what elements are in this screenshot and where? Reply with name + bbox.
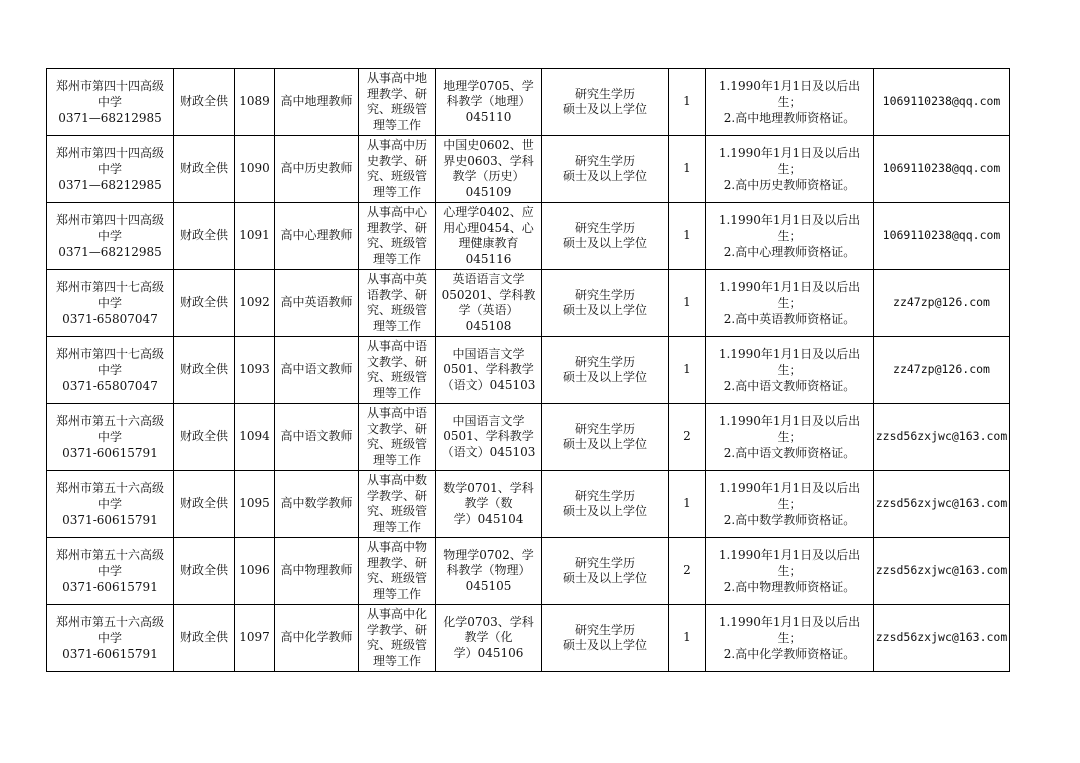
duty-cell (359, 471, 436, 538)
education-line: 研究生学历 (574, 622, 635, 637)
unit-cell (47, 69, 174, 136)
unit-line: 中学 (97, 162, 122, 176)
duty-line: 学教学、研 (366, 622, 427, 637)
education-line: 硕士及以上学位 (562, 638, 647, 652)
position-code-cell: 1095 (235, 471, 275, 538)
unit-line: 0371-60615791 (62, 446, 158, 460)
email-cell: zzsd56zxjwc@163.com (874, 471, 1010, 538)
table-row (47, 337, 1010, 404)
unit-cell (47, 404, 174, 471)
requirements-line: 1.1990年1月1日及以后出 (718, 347, 861, 361)
duty-cell (359, 203, 436, 270)
education-line: 研究生学历 (574, 421, 635, 436)
requirements-line: 2.高中语文教师资格证。 (723, 379, 856, 393)
education-cell (542, 471, 669, 538)
unit-line: 郑州市第五十六高级 (55, 615, 164, 629)
duty-cell (359, 270, 436, 337)
funding-cell: 财政全供 (174, 538, 235, 605)
major-line: 学）045104 (453, 511, 524, 526)
duty-line: 理教学、研 (366, 555, 427, 570)
duty-line: 究、班级管 (366, 370, 427, 384)
major-line: （语文）045103 (441, 444, 536, 459)
major-line: 教学（历史） (452, 169, 525, 183)
education-line: 研究生学历 (574, 86, 635, 101)
position-code-cell: 1090 (235, 136, 275, 203)
hiring-count-cell: 1 (669, 337, 706, 404)
duty-cell (359, 605, 436, 672)
position-name-cell: 高中语文教师 (275, 337, 359, 404)
unit-cell (47, 471, 174, 538)
duty-line: 理等工作 (372, 452, 421, 467)
position-name-cell: 高中语文教师 (275, 404, 359, 471)
education-line: 硕士及以上学位 (562, 169, 647, 183)
unit-line: 0371-60615791 (62, 513, 158, 527)
requirements-line: 生； (777, 497, 802, 511)
table-row (47, 605, 1010, 672)
education-cell (542, 605, 669, 672)
duty-line: 究、班级管 (366, 169, 427, 183)
funding-cell: 财政全供 (174, 136, 235, 203)
duty-line: 理等工作 (372, 519, 421, 534)
duty-line: 理等工作 (372, 184, 421, 199)
education-cell (542, 270, 669, 337)
major-line: 科教学（地理） (446, 94, 531, 109)
duty-line: 从事高中心 (366, 205, 427, 219)
major-line: 英语语言文学 (452, 272, 525, 286)
duty-line: 语教学、研 (366, 287, 427, 302)
major-line: 地理学0705、学 (443, 78, 534, 93)
requirements-line: 2.高中语文教师资格证。 (723, 446, 856, 460)
table-row (47, 270, 1010, 337)
unit-cell (47, 538, 174, 605)
unit-line: 中学 (97, 430, 122, 444)
unit-line: 0371-65807047 (62, 379, 158, 393)
major-line: 用心理0454、心 (443, 220, 534, 235)
requirements-line: 生； (777, 430, 802, 444)
funding-cell: 财政全供 (174, 404, 235, 471)
requirements-line: 生； (777, 631, 802, 645)
duty-line: 从事高中化 (366, 607, 427, 621)
requirements-line: 生； (777, 564, 802, 578)
position-name-cell: 高中英语教师 (275, 270, 359, 337)
duty-line: 究、班级管 (366, 571, 427, 585)
education-cell (542, 337, 669, 404)
major-line: 学（英语） (458, 303, 519, 317)
hiring-count-cell: 2 (669, 538, 706, 605)
unit-line: 郑州市第五十六高级 (55, 548, 164, 562)
email-cell: 1069110238@qq.com (874, 69, 1010, 136)
requirements-line: 生； (777, 162, 802, 176)
major-line: 045116 (465, 251, 512, 266)
duty-cell (359, 337, 436, 404)
education-cell (542, 136, 669, 203)
requirements-cell (706, 404, 874, 471)
position-code-cell: 1091 (235, 203, 275, 270)
major-line: 科教学（物理） (446, 563, 531, 578)
email-cell: zzsd56zxjwc@163.com (874, 404, 1010, 471)
requirements-line: 生； (777, 229, 802, 243)
table-row (47, 404, 1010, 471)
major-cell (436, 337, 542, 404)
major-cell (436, 471, 542, 538)
recruitment-table (46, 68, 1010, 672)
duty-line: 学教学、研 (366, 488, 427, 503)
requirements-cell (706, 69, 874, 136)
unit-line: 郑州市第四十四高级 (55, 146, 164, 160)
email-cell: 1069110238@qq.com (874, 136, 1010, 203)
position-code-cell: 1096 (235, 538, 275, 605)
duty-line: 究、班级管 (366, 504, 427, 518)
duty-line: 从事高中语 (366, 406, 427, 420)
hiring-count-cell: 2 (669, 404, 706, 471)
unit-line: 中学 (97, 95, 122, 109)
position-code-cell: 1089 (235, 69, 275, 136)
unit-line: 0371-60615791 (62, 580, 158, 594)
requirements-cell (706, 605, 874, 672)
unit-line: 中学 (97, 631, 122, 645)
duty-line: 理等工作 (372, 251, 421, 266)
duty-line: 理等工作 (372, 385, 421, 400)
major-line: 教学（化 (464, 630, 513, 645)
unit-line: 郑州市第四十四高级 (55, 213, 164, 227)
major-cell (436, 203, 542, 270)
education-line: 硕士及以上学位 (562, 504, 647, 518)
hiring-count-cell: 1 (669, 203, 706, 270)
duty-line: 理教学、研 (366, 86, 427, 101)
education-line: 研究生学历 (574, 153, 635, 168)
education-cell (542, 69, 669, 136)
major-line: 045110 (465, 109, 512, 124)
position-code-cell: 1097 (235, 605, 275, 672)
requirements-line: 1.1990年1月1日及以后出 (718, 213, 861, 227)
major-line: 中国语言文学 (452, 346, 525, 361)
major-line: 050201、学科教 (441, 287, 536, 302)
table-row (47, 136, 1010, 203)
education-cell (542, 404, 669, 471)
email-cell: zz47zp@126.com (874, 270, 1010, 337)
requirements-line: 1.1990年1月1日及以后出 (718, 414, 861, 428)
education-cell (542, 538, 669, 605)
requirements-line: 2.高中英语教师资格证。 (723, 312, 856, 326)
duty-line: 究、班级管 (366, 102, 427, 116)
major-line: 学）045106 (453, 645, 524, 660)
education-line: 硕士及以上学位 (562, 102, 647, 116)
funding-cell: 财政全供 (174, 270, 235, 337)
duty-cell (359, 538, 436, 605)
hiring-count-cell: 1 (669, 270, 706, 337)
education-line: 硕士及以上学位 (562, 303, 647, 317)
unit-line: 0371—68212985 (58, 111, 162, 125)
table-row (47, 69, 1010, 136)
duty-line: 从事高中英 (366, 272, 427, 286)
duty-line: 史教学、研 (366, 153, 427, 168)
table-row (47, 538, 1010, 605)
unit-line: 郑州市第四十七高级 (55, 347, 164, 361)
unit-cell (47, 203, 174, 270)
major-line: 045105 (465, 578, 512, 593)
funding-cell: 财政全供 (174, 605, 235, 672)
unit-line: 中学 (97, 229, 122, 243)
requirements-line: 2.高中化学教师资格证。 (723, 647, 856, 661)
position-name-cell: 高中数学教师 (275, 471, 359, 538)
duty-line: 究、班级管 (366, 638, 427, 652)
position-code-cell: 1092 (235, 270, 275, 337)
hiring-count-cell: 1 (669, 136, 706, 203)
duty-cell (359, 69, 436, 136)
education-line: 研究生学历 (574, 555, 635, 570)
requirements-line: 生； (777, 363, 802, 377)
funding-cell: 财政全供 (174, 337, 235, 404)
requirements-cell (706, 270, 874, 337)
major-line: 化学0703、学科 (443, 614, 534, 629)
major-cell (436, 136, 542, 203)
requirements-line: 1.1990年1月1日及以后出 (718, 79, 861, 93)
requirements-cell (706, 203, 874, 270)
unit-line: 中学 (97, 564, 122, 578)
unit-line: 郑州市第四十七高级 (55, 280, 164, 294)
duty-line: 究、班级管 (366, 303, 427, 317)
duty-cell (359, 136, 436, 203)
requirements-line: 2.高中历史教师资格证。 (723, 178, 856, 192)
duty-cell (359, 404, 436, 471)
unit-cell (47, 136, 174, 203)
hiring-count-cell: 1 (669, 605, 706, 672)
hiring-count-cell: 1 (669, 69, 706, 136)
email-cell: zzsd56zxjwc@163.com (874, 605, 1010, 672)
duty-line: 理等工作 (372, 653, 421, 668)
funding-cell: 财政全供 (174, 471, 235, 538)
table-row (47, 203, 1010, 270)
major-line: （语文）045103 (441, 377, 536, 392)
unit-line: 郑州市第五十六高级 (55, 481, 164, 495)
funding-cell: 财政全供 (174, 69, 235, 136)
duty-line: 文教学、研 (366, 421, 427, 436)
education-line: 研究生学历 (574, 220, 635, 235)
position-code-cell: 1093 (235, 337, 275, 404)
major-cell (436, 69, 542, 136)
email-cell: 1069110238@qq.com (874, 203, 1010, 270)
unit-line: 0371-60615791 (62, 647, 158, 661)
position-code-cell: 1094 (235, 404, 275, 471)
duty-line: 从事高中物 (366, 540, 427, 554)
education-line: 硕士及以上学位 (562, 236, 647, 250)
major-line: 数学0701、学科 (443, 480, 534, 495)
major-cell (436, 538, 542, 605)
position-name-cell: 高中化学教师 (275, 605, 359, 672)
education-cell (542, 203, 669, 270)
duty-line: 究、班级管 (366, 437, 427, 451)
duty-line: 理等工作 (372, 318, 421, 333)
duty-line: 究、班级管 (366, 236, 427, 250)
major-line: 045108 (465, 318, 512, 333)
duty-line: 从事高中数 (366, 473, 427, 487)
unit-line: 0371—68212985 (58, 178, 162, 192)
requirements-cell (706, 136, 874, 203)
requirements-line: 2.高中物理教师资格证。 (723, 580, 856, 594)
requirements-line: 1.1990年1月1日及以后出 (718, 548, 861, 562)
position-name-cell: 高中地理教师 (275, 69, 359, 136)
major-cell (436, 605, 542, 672)
major-line: 0501、学科教学 (443, 429, 534, 444)
requirements-line: 1.1990年1月1日及以后出 (718, 146, 861, 160)
requirements-line: 生； (777, 95, 802, 109)
position-name-cell: 高中历史教师 (275, 136, 359, 203)
requirements-line: 1.1990年1月1日及以后出 (718, 615, 861, 629)
education-line: 硕士及以上学位 (562, 571, 647, 585)
major-line: 物理学0702、学 (443, 547, 534, 562)
major-line: 045109 (465, 184, 512, 199)
major-cell (436, 270, 542, 337)
requirements-line: 1.1990年1月1日及以后出 (718, 481, 861, 495)
funding-cell: 财政全供 (174, 203, 235, 270)
requirements-cell (706, 538, 874, 605)
unit-line: 郑州市第四十四高级 (55, 79, 164, 93)
unit-line: 中学 (97, 363, 122, 377)
email-cell: zzsd56zxjwc@163.com (874, 538, 1010, 605)
education-line: 硕士及以上学位 (562, 370, 647, 384)
requirements-cell (706, 471, 874, 538)
unit-line: 郑州市第五十六高级 (55, 414, 164, 428)
education-line: 研究生学历 (574, 488, 635, 503)
duty-line: 从事高中历 (366, 138, 427, 152)
unit-line: 中学 (97, 497, 122, 511)
major-line: 心理学0402、应 (443, 205, 534, 219)
requirements-line: 生； (777, 296, 802, 310)
duty-line: 理等工作 (372, 586, 421, 601)
unit-line: 0371—68212985 (58, 245, 162, 259)
requirements-line: 2.高中地理教师资格证。 (723, 111, 856, 125)
unit-line: 0371-65807047 (62, 312, 158, 326)
requirements-line: 2.高中数学教师资格证。 (723, 513, 856, 527)
major-line: 中国语言文学 (452, 413, 525, 428)
requirements-cell (706, 337, 874, 404)
education-line: 研究生学历 (574, 354, 635, 369)
hiring-count-cell: 1 (669, 471, 706, 538)
duty-line: 理等工作 (372, 117, 421, 132)
major-line: 教学（数 (464, 496, 513, 511)
requirements-line: 1.1990年1月1日及以后出 (718, 280, 861, 294)
major-line: 0501、学科教学 (443, 362, 534, 377)
major-line: 中国史0602、世 (443, 138, 534, 152)
duty-line: 从事高中地 (366, 71, 427, 85)
duty-line: 文教学、研 (366, 354, 427, 369)
duty-line: 从事高中语 (366, 339, 427, 353)
unit-cell (47, 605, 174, 672)
requirements-line: 2.高中心理教师资格证。 (723, 245, 856, 259)
unit-cell (47, 270, 174, 337)
major-line: 界史0603、学科 (443, 153, 534, 168)
unit-line: 中学 (97, 296, 122, 310)
email-cell: zz47zp@126.com (874, 337, 1010, 404)
position-name-cell: 高中物理教师 (275, 538, 359, 605)
duty-line: 理教学、研 (366, 220, 427, 235)
table-body (47, 69, 1010, 672)
position-name-cell: 高中心理教师 (275, 203, 359, 270)
education-line: 研究生学历 (574, 287, 635, 302)
education-line: 硕士及以上学位 (562, 437, 647, 451)
unit-cell (47, 337, 174, 404)
major-line: 理健康教育 (458, 236, 519, 250)
major-cell (436, 404, 542, 471)
table-row (47, 471, 1010, 538)
